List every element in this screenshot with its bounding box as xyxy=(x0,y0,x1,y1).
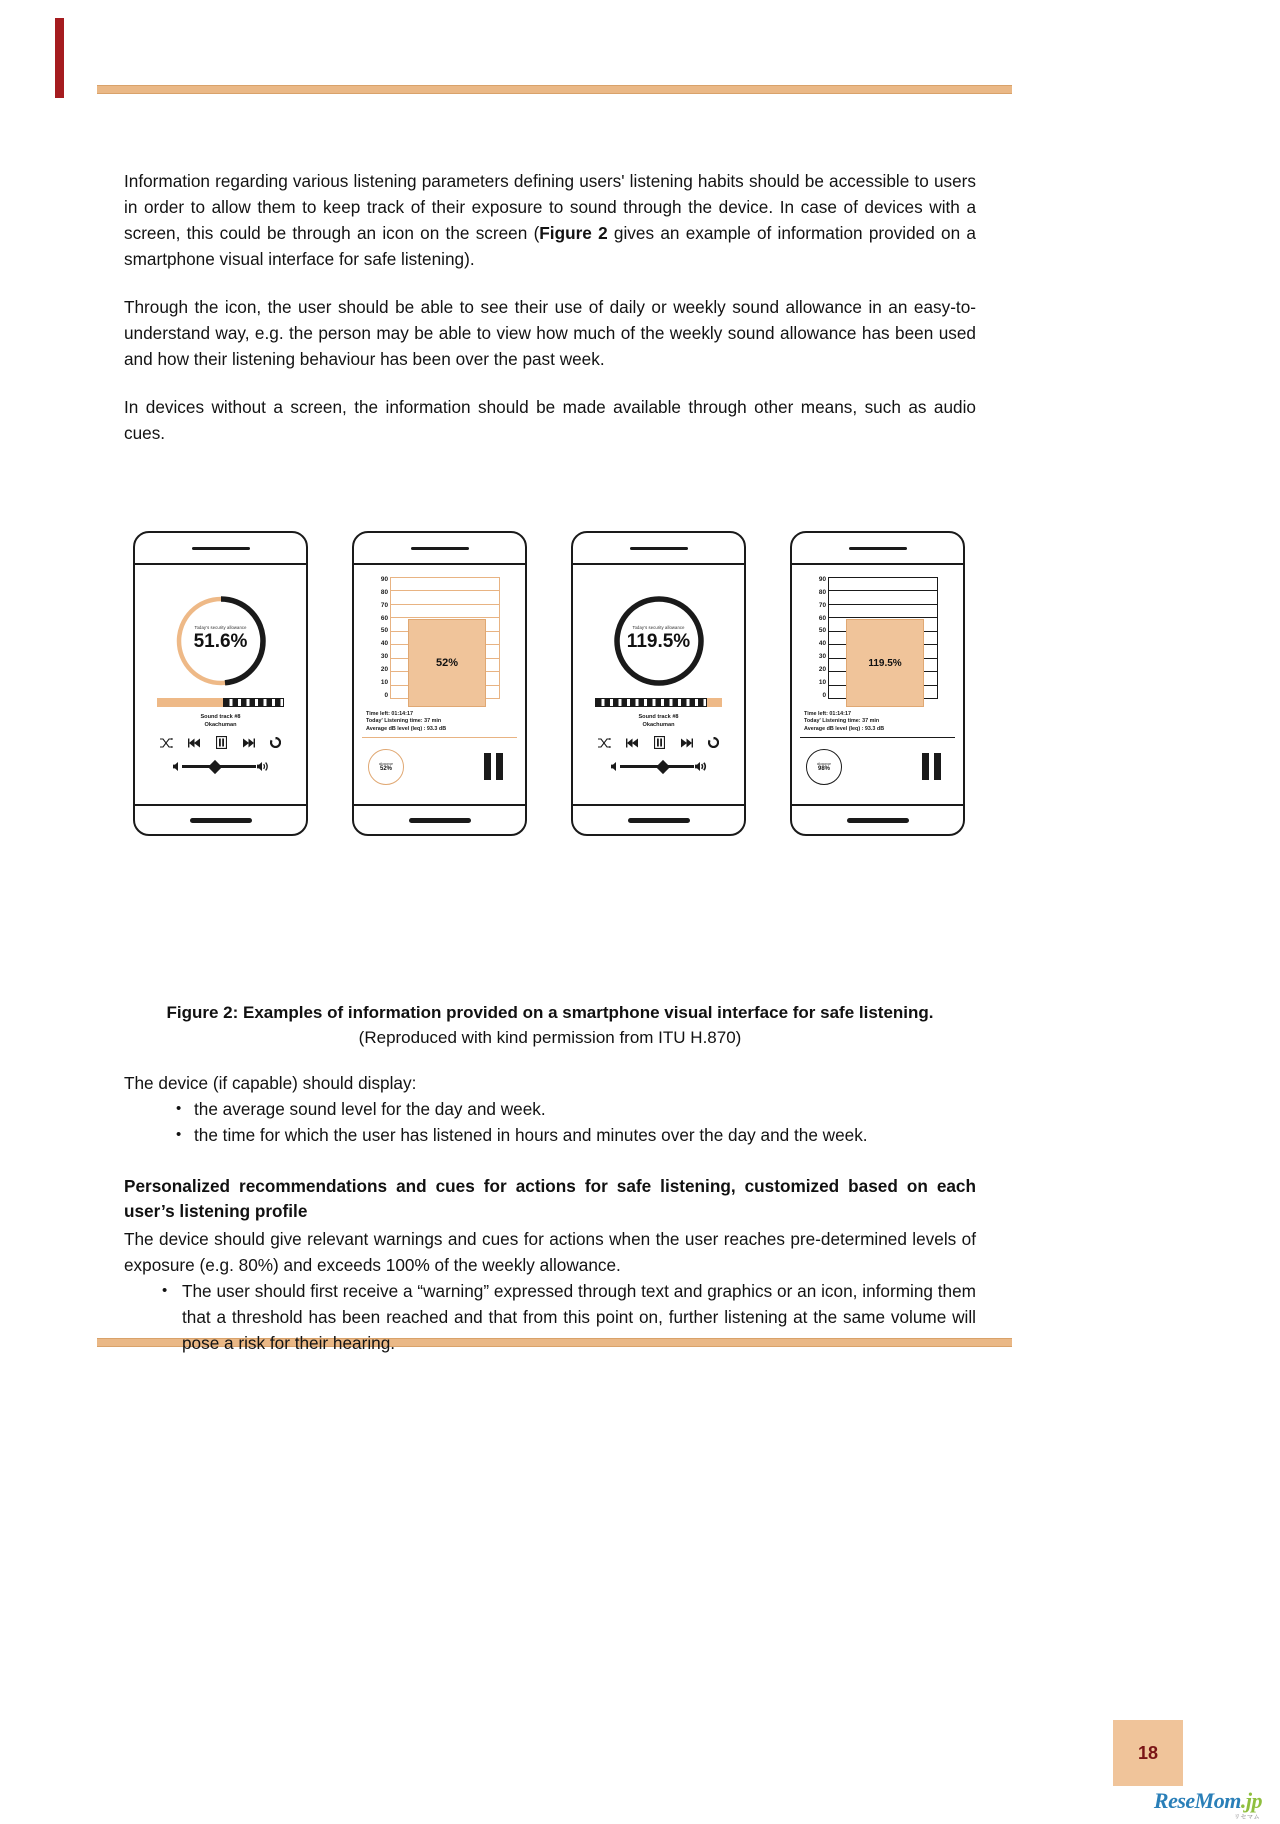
volume-low-icon xyxy=(172,761,182,772)
caption-normal: (Reproduced with kind permission from ITU H.870) xyxy=(358,1028,742,1047)
watermark-subtext: リセマム xyxy=(1234,1815,1260,1821)
volume-high-icon xyxy=(256,761,270,772)
ytick: 90 xyxy=(818,576,826,583)
ytick: 80 xyxy=(380,588,388,596)
next-icon[interactable] xyxy=(680,738,693,748)
ytick: 30 xyxy=(818,653,826,661)
pause-icon[interactable] xyxy=(484,753,503,780)
chart-notes-2 xyxy=(366,711,517,733)
warning-bullet-list xyxy=(158,1278,976,1356)
phone-speaker xyxy=(630,547,688,550)
phone-home-button[interactable] xyxy=(190,818,252,823)
repeat-icon[interactable] xyxy=(708,737,719,748)
mini-gauge-label-2: allowance xyxy=(378,762,394,766)
phone-mockup-2 xyxy=(352,531,527,836)
shuffle-icon[interactable] xyxy=(160,738,173,748)
left-red-rule xyxy=(55,18,64,98)
subheading-personalized: Personalized recommendations and cues for actions for safe listening, customized based on each user’s listening profile xyxy=(124,1176,976,1221)
figure-2-caption xyxy=(124,1000,976,1050)
paragraph-3: In devices without a screen, the information should be made available through other means, such as audio cues. xyxy=(124,397,976,443)
phone-speaker xyxy=(411,547,469,550)
paragraph-1 xyxy=(124,168,976,272)
paragraph-1-part-b: gives an example of information provided on a smartphone visual interface for safe listening). xyxy=(124,223,976,269)
note-average-db: Average dB level (leq) : 93.3 dB xyxy=(366,725,447,732)
ytick: 20 xyxy=(380,665,388,673)
ytick: 70 xyxy=(818,601,826,609)
donut-value-3: 119.5% xyxy=(626,631,691,652)
track-info-1 xyxy=(135,713,306,729)
shuffle-icon[interactable] xyxy=(598,738,611,748)
mini-gauge-label-4: allowance xyxy=(816,762,832,766)
donut-label-1: Today’s security allowance xyxy=(194,625,247,630)
chart-bar-value-2: 52% xyxy=(408,619,486,707)
donut-gauge-1 xyxy=(171,591,271,691)
volume-slider-3[interactable] xyxy=(573,761,744,772)
volume-slider-1[interactable] xyxy=(135,761,306,772)
donut-label-3: Today’s security allowance xyxy=(632,625,685,630)
screen-top-divider xyxy=(354,563,525,565)
track-progress-dashes xyxy=(595,698,707,707)
figure-2-phone-strip xyxy=(130,531,970,841)
list-item: • the average sound level for the day and week. xyxy=(172,1096,976,1122)
body-text-top xyxy=(124,168,976,446)
screen-top-divider xyxy=(792,563,963,565)
screen-bottom-divider xyxy=(573,804,744,806)
ytick: 90 xyxy=(380,576,388,583)
volume-thumb[interactable] xyxy=(656,759,670,773)
display-bullet-list xyxy=(172,1096,976,1148)
watermark-resemom xyxy=(1154,1788,1262,1814)
list-item: • the time for which the user has listened in hours and minutes over the day and the week. xyxy=(172,1122,976,1148)
ytick: 40 xyxy=(380,640,388,648)
ytick: 40 xyxy=(818,640,826,648)
phone-home-button[interactable] xyxy=(847,818,909,823)
donut-gauge-3 xyxy=(609,591,709,691)
chart-bar-value-4: 119.5% xyxy=(846,619,924,707)
volume-low-icon xyxy=(610,761,620,772)
ytick: 20 xyxy=(818,665,826,673)
track-title-1: Sound track #8 xyxy=(200,714,241,720)
previous-icon[interactable] xyxy=(626,738,639,748)
phone-mockup-3 xyxy=(571,531,746,836)
note-listening-time: Today' Listening time: 37 min xyxy=(366,718,442,725)
repeat-icon[interactable] xyxy=(270,737,281,748)
caption-bold: Figure 2: Examples of information provided on a smartphone visual interface for safe listening. xyxy=(166,1003,934,1022)
ytick: 10 xyxy=(380,678,388,686)
volume-thumb[interactable] xyxy=(208,759,222,773)
ytick: 60 xyxy=(380,614,388,622)
track-title-3: Sound track #8 xyxy=(638,714,679,720)
note-time-left: Time left: 01:14:17 xyxy=(804,711,851,717)
screen-bottom-divider xyxy=(354,804,525,806)
transport-controls-1 xyxy=(135,736,306,749)
ytick: 10 xyxy=(818,678,826,686)
ytick: 30 xyxy=(380,653,388,661)
track-progress-fill xyxy=(157,698,223,707)
note-average-db: Average dB level (leq) : 93.3 dB xyxy=(804,725,885,732)
donut-value-1: 51.6% xyxy=(193,631,248,652)
pause-icon[interactable] xyxy=(654,736,665,749)
chart-y-axis-4 xyxy=(806,577,826,699)
paragraph-1-part-a: Information regarding various listening parameters defining users' listening habits should be accessible to users in order to allow them to keep track of their exposure to sound through the device. In case of devices with a screen, this could be through an icon on the screen ( xyxy=(124,171,976,243)
watermark-suffix: .jp xyxy=(1240,1788,1262,1813)
volume-high-icon xyxy=(694,761,708,772)
paragraph-2: Through the icon, the user should be able to see their use of daily or weekly sound allowance in an easy-to-understand way, e.g. the person may be able to view how much of the weekly sound allowance has been used and how their listening behaviour has been over the past week. xyxy=(124,297,976,369)
watermark-text: ReseMom xyxy=(1153,1788,1241,1813)
ytick: 50 xyxy=(380,627,388,635)
next-icon[interactable] xyxy=(242,738,255,748)
chart-y-axis-2 xyxy=(368,577,388,699)
paragraph-4: The device (if capable) should display: xyxy=(124,1073,417,1093)
phone-home-button[interactable] xyxy=(409,818,471,823)
mini-gauge-value-4: 98% xyxy=(817,766,830,772)
transport-controls-3 xyxy=(573,736,744,749)
screen-top-divider xyxy=(135,563,306,565)
ytick: 50 xyxy=(818,627,826,635)
screen-bottom-divider xyxy=(135,804,306,806)
page-number-badge: 18 xyxy=(1113,1720,1183,1786)
track-progress-1[interactable] xyxy=(157,698,284,707)
bar-chart-4 xyxy=(806,577,956,707)
pause-icon[interactable] xyxy=(216,736,227,749)
previous-icon[interactable] xyxy=(188,738,201,748)
phone-home-button[interactable] xyxy=(628,818,690,823)
ytick: 80 xyxy=(818,588,826,596)
bar-chart-2 xyxy=(368,577,518,707)
mini-gauge-2[interactable] xyxy=(368,749,404,785)
chart-notes-4 xyxy=(804,711,955,733)
ytick: 0 xyxy=(384,691,388,699)
screen-top-divider xyxy=(573,563,744,565)
note-listening-time: Today' Listening time: 37 min xyxy=(804,718,880,725)
ytick: 0 xyxy=(822,691,826,699)
pause-icon[interactable] xyxy=(922,753,941,780)
chart-divider-2 xyxy=(362,737,517,738)
mini-gauge-value-2: 52% xyxy=(379,766,392,772)
track-progress-3[interactable] xyxy=(595,698,722,707)
phone-mockup-4 xyxy=(790,531,965,836)
screen-bottom-divider xyxy=(792,804,963,806)
mini-gauge-4[interactable] xyxy=(806,749,842,785)
chart-divider-4 xyxy=(800,737,955,738)
track-progress-fill xyxy=(707,698,722,707)
phone-speaker xyxy=(849,547,907,550)
body-text-bottom xyxy=(124,1070,976,1356)
note-time-left: Time left: 01:14:17 xyxy=(366,711,413,717)
paragraph-5: The device should give relevant warnings and cues for actions when the user reaches pre-determined levels of exposure (e.g. 80%) and exceeds 100% of the weekly allowance. xyxy=(124,1229,976,1275)
track-progress-remaining xyxy=(223,698,284,707)
phone-speaker xyxy=(192,547,250,550)
ytick: 70 xyxy=(380,601,388,609)
header-rule xyxy=(97,85,1012,94)
figure-2-reference: Figure 2 xyxy=(539,223,608,243)
ytick: 60 xyxy=(818,614,826,622)
list-item: • The user should first receive a “warning” expressed through text and graphics or an icon, informing them that a threshold has been reached and that from this point on, further listening at the same volume will pose a risk for their hearing. xyxy=(158,1278,976,1356)
track-artist-3: Okachuman xyxy=(642,722,675,728)
track-info-3 xyxy=(573,713,744,729)
track-artist-1: Okachuman xyxy=(204,722,237,728)
phone-mockup-1 xyxy=(133,531,308,836)
